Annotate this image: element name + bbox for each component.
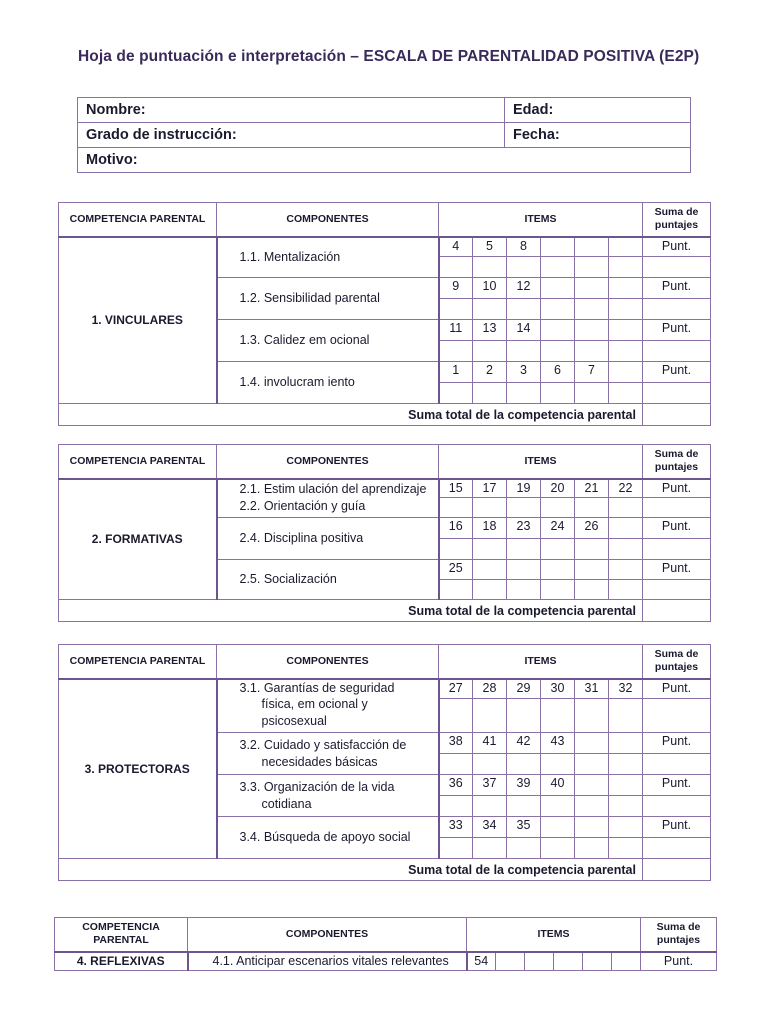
item-cell [609,362,643,383]
punt-label: Punt. [643,679,711,699]
score-cell[interactable] [575,299,609,320]
item-cell [496,952,525,971]
item-cell: 21 [575,479,609,498]
score-cell[interactable] [439,257,473,278]
punt-score-cell[interactable] [643,383,711,404]
total-score-cell[interactable] [643,404,711,426]
score-cell[interactable] [541,838,575,859]
item-cell: 3 [507,362,541,383]
score-cell[interactable] [473,498,507,518]
competencia-name: 4. REFLEXIVAS [55,952,188,971]
score-cell[interactable] [541,257,575,278]
score-cell[interactable] [541,299,575,320]
item-cell: 7 [575,362,609,383]
item-cell: 39 [507,775,541,796]
item-cell [541,237,575,257]
item-cell [609,560,643,580]
item-cell: 24 [541,518,575,539]
score-cell[interactable] [575,699,609,733]
item-cell: 54 [467,952,496,971]
component-label: 1.3. Calidez em ocional [217,320,439,362]
punt-score-cell[interactable] [643,754,711,775]
punt-score-cell[interactable] [643,341,711,362]
score-cell[interactable] [541,498,575,518]
score-cell[interactable] [575,341,609,362]
item-cell: 31 [575,679,609,699]
score-cell[interactable] [439,580,473,600]
item-cell [541,560,575,580]
punt-label: Punt. [643,362,711,383]
score-cell[interactable] [575,838,609,859]
item-cell: 43 [541,733,575,754]
item-cell: 11 [439,320,473,341]
edad-label: Edad: [513,102,554,118]
header-componentes: COMPONENTES [217,203,439,237]
item-cell [583,952,612,971]
component-label: 3.1. Garantías de seguridad física, em ocional y psicosexual [217,679,439,733]
score-cell[interactable] [439,838,473,859]
punt-label: Punt. [643,775,711,796]
score-cell[interactable] [439,699,473,733]
item-cell [609,278,643,299]
header-competencia: COMPETENCIA PARENTAL [59,645,217,679]
score-cell[interactable] [473,299,507,320]
item-cell [541,278,575,299]
grado-label: Grado de instrucción: [86,127,237,143]
score-cell[interactable] [507,580,541,600]
item-cell [575,733,609,754]
item-cell: 28 [473,679,507,699]
section-vinculares [58,202,711,426]
punt-label: Punt. [643,817,711,838]
score-cell[interactable] [473,341,507,362]
score-cell[interactable] [439,299,473,320]
item-cell: 9 [439,278,473,299]
punt-score-cell[interactable] [643,299,711,320]
item-cell: 23 [507,518,541,539]
item-cell: 42 [507,733,541,754]
score-cell[interactable] [473,838,507,859]
component-label: 4.1. Anticipar escenarios vitales relevantes [188,952,467,971]
score-cell[interactable] [575,539,609,560]
item-cell: 8 [507,237,541,257]
item-cell [575,278,609,299]
item-cell [473,560,507,580]
header-items: ITEMS [439,445,643,479]
score-cell[interactable] [473,754,507,775]
component-label: 3.2. Cuidado y satisfacción de necesidades básicas [217,733,439,775]
item-cell: 33 [439,817,473,838]
item-cell: 1 [439,362,473,383]
header-items: ITEMS [467,918,641,952]
item-cell: 19 [507,479,541,498]
component-label: 3.4. Búsqueda de apoyo social [217,817,439,859]
item-cell [575,560,609,580]
score-cell[interactable] [439,383,473,404]
item-cell [575,775,609,796]
score-cell[interactable] [507,299,541,320]
punt-label: Punt. [643,320,711,341]
score-cell[interactable] [609,796,643,817]
score-cell[interactable] [575,383,609,404]
punt-score-cell[interactable] [643,498,711,518]
punt-score-cell[interactable] [643,580,711,600]
item-cell: 27 [439,679,473,699]
score-cell[interactable] [507,754,541,775]
total-score-cell[interactable] [643,859,711,881]
item-cell [609,237,643,257]
nombre-label: Nombre: [86,102,146,118]
item-cell: 13 [473,320,507,341]
item-cell: 22 [609,479,643,498]
score-cell[interactable] [541,539,575,560]
score-cell[interactable] [609,341,643,362]
component-label: 2.4. Disciplina positiva [217,518,439,560]
competencia-name: 1. VINCULARES [59,237,217,404]
punt-label: Punt. [643,560,711,580]
score-cell[interactable] [507,838,541,859]
header-competencia: COMPETENCIA PARENTAL [59,203,217,237]
score-cell[interactable] [507,498,541,518]
score-cell[interactable] [473,699,507,733]
item-cell: 34 [473,817,507,838]
item-cell: 35 [507,817,541,838]
item-cell: 20 [541,479,575,498]
score-cell[interactable] [507,796,541,817]
item-cell: 17 [473,479,507,498]
component-label: 2.5. Socialización [217,560,439,600]
fecha-label: Fecha: [513,127,560,143]
score-cell[interactable] [575,257,609,278]
score-cell[interactable] [473,257,507,278]
item-cell: 4 [439,237,473,257]
score-cell[interactable] [439,754,473,775]
header-competencia: COMPETENCIA PARENTAL [59,445,217,479]
score-cell[interactable] [575,580,609,600]
score-cell[interactable] [541,796,575,817]
component-label: 3.3. Organización de la vida cotidiana [217,775,439,817]
item-cell [609,733,643,754]
fecha-field[interactable] [505,123,691,148]
edad-field[interactable] [505,98,691,123]
total-label: Suma total de la competencia parental [59,404,643,426]
score-cell[interactable] [473,539,507,560]
score-cell[interactable] [609,754,643,775]
score-cell[interactable] [541,580,575,600]
item-cell: 26 [575,518,609,539]
score-cell[interactable] [609,699,643,733]
punt-label: Punt. [643,518,711,539]
score-cell[interactable] [609,299,643,320]
header-componentes: COMPONENTES [217,445,439,479]
item-cell: 12 [507,278,541,299]
score-cell[interactable] [473,383,507,404]
item-cell [609,320,643,341]
score-cell[interactable] [575,754,609,775]
grado-field[interactable] [78,123,505,148]
competencia-name: 3. PROTECTORAS [59,679,217,859]
punt-label: Punt. [643,733,711,754]
component-label: 1.1. Mentalización [217,237,439,278]
score-cell[interactable] [439,498,473,518]
punt-score-cell[interactable] [643,838,711,859]
total-label: Suma total de la competencia parental [59,600,643,622]
item-cell: 10 [473,278,507,299]
motivo-label: Motivo: [86,152,138,168]
score-cell[interactable] [575,796,609,817]
item-cell: 16 [439,518,473,539]
header-componentes: COMPONENTES [188,918,467,952]
item-cell: 2 [473,362,507,383]
item-cell [609,518,643,539]
total-score-cell[interactable] [643,600,711,622]
header-suma: Suma de puntajes [643,445,711,479]
item-cell [609,817,643,838]
item-cell [575,237,609,257]
score-cell[interactable] [507,257,541,278]
score-cell[interactable] [473,580,507,600]
item-cell: 5 [473,237,507,257]
section-reflexivas [54,917,717,971]
motivo-field[interactable] [78,148,691,173]
header-suma: Suma de puntajes [641,918,717,952]
section-protectoras [58,644,711,881]
header-componentes: COMPONENTES [217,645,439,679]
punt-score-cell[interactable] [643,796,711,817]
item-cell: 38 [439,733,473,754]
score-cell[interactable] [541,341,575,362]
score-cell[interactable] [609,539,643,560]
item-cell [575,320,609,341]
punt-score-cell[interactable] [643,699,711,733]
item-cell: 41 [473,733,507,754]
item-cell: 29 [507,679,541,699]
score-cell[interactable] [507,699,541,733]
punt-label: Punt. [643,479,711,498]
score-cell[interactable] [609,838,643,859]
item-cell: 32 [609,679,643,699]
item-cell [612,952,641,971]
header-items: ITEMS [439,203,643,237]
header-competencia: COMPETENCIA PARENTAL [55,918,188,952]
header-suma: Suma de puntajes [643,203,711,237]
header-suma: Suma de puntajes [643,645,711,679]
item-cell: 15 [439,479,473,498]
page-title: Hoja de puntuación e interpretación – ESCALA DE PARENTALIDAD POSITIVA (E2P) [78,48,700,65]
item-cell [554,952,583,971]
item-cell [541,817,575,838]
item-cell: 30 [541,679,575,699]
score-cell[interactable] [473,796,507,817]
component-label: 2.1. Estim ulación del aprendizaje 2.2. Orientación y guía [217,479,439,518]
score-cell[interactable] [609,498,643,518]
item-cell [609,775,643,796]
score-cell[interactable] [439,341,473,362]
punt-score-cell[interactable] [643,539,711,560]
competencia-name: 2. FORMATIVAS [59,479,217,600]
section-formativas [58,444,711,622]
item-cell: 14 [507,320,541,341]
score-cell[interactable] [541,754,575,775]
punt-label: Punt. [641,952,717,971]
item-cell: 36 [439,775,473,796]
item-cell [575,817,609,838]
score-cell[interactable] [507,383,541,404]
item-cell: 37 [473,775,507,796]
score-cell[interactable] [609,383,643,404]
item-cell [525,952,554,971]
score-cell[interactable] [439,796,473,817]
punt-label: Punt. [643,237,711,257]
punt-label: Punt. [643,278,711,299]
item-cell: 25 [439,560,473,580]
score-cell[interactable] [575,498,609,518]
nombre-field[interactable] [78,98,505,123]
component-label: 1.4. involucram iento [217,362,439,404]
header-items: ITEMS [439,645,643,679]
score-cell[interactable] [609,257,643,278]
score-cell[interactable] [541,699,575,733]
item-cell: 6 [541,362,575,383]
item-cell [507,560,541,580]
item-cell [541,320,575,341]
info-table [77,97,691,173]
score-cell[interactable] [439,539,473,560]
score-cell[interactable] [541,383,575,404]
component-label: 1.2. Sensibilidad parental [217,278,439,320]
item-cell: 40 [541,775,575,796]
punt-score-cell[interactable] [643,257,711,278]
score-cell[interactable] [507,341,541,362]
score-cell[interactable] [609,580,643,600]
score-cell[interactable] [507,539,541,560]
total-label: Suma total de la competencia parental [59,859,643,881]
item-cell: 18 [473,518,507,539]
